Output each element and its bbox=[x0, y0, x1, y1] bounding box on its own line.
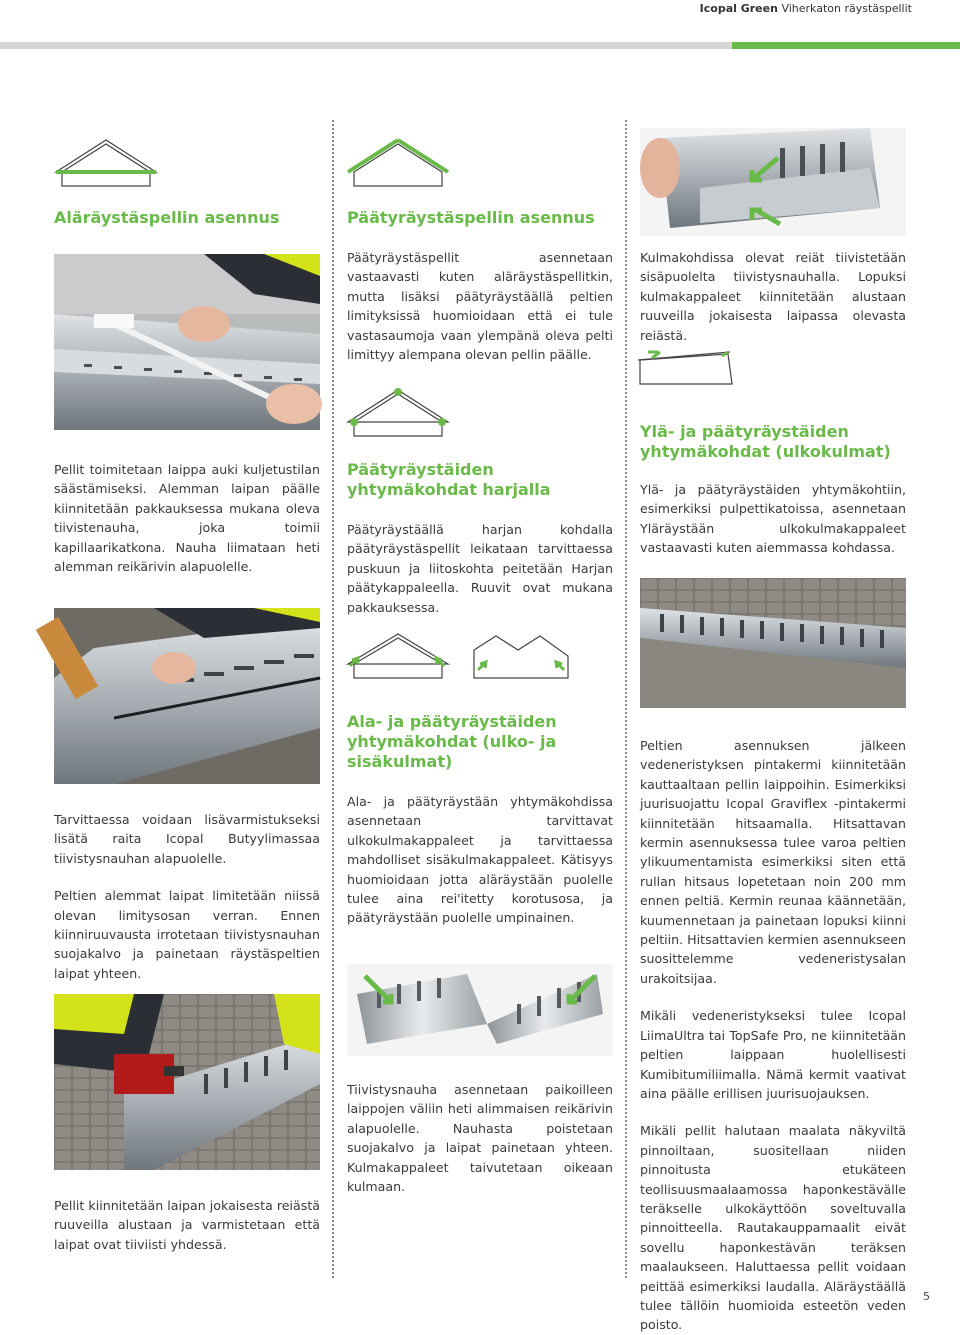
photo-taping-flange bbox=[54, 254, 320, 430]
col3-text-block-1 bbox=[640, 248, 906, 345]
section-title-alaraystas: Aläräystäspellin asennus bbox=[54, 208, 280, 227]
header-rule-grey bbox=[0, 42, 732, 49]
page-number: 5 bbox=[923, 1290, 930, 1303]
col1-text-block-3 bbox=[54, 1196, 320, 1254]
col3-paragraph-2: Ylä- ja päätyräystäiden yhtymäkohtiin, esimerkiksi pulpettikatoissa, asennetaan Yläräystään ulkokulmakappaleet vastaavasti kuten aiemmassa kohdassa. bbox=[640, 482, 906, 556]
photo-butyl-sealant bbox=[54, 608, 320, 784]
col2-text-block-3 bbox=[347, 792, 613, 928]
col2-text-block-4 bbox=[347, 1080, 613, 1196]
col3-paragraph-5: Mikäli pellit halutaan maalata näkyviltä pinnoiltaan, suositellaan niiden pinnoitusta etukäteen teollisuusmaalaamossa haponkestävälle teräkselle ulkokäyttöön soveltuvalla pinnoitteella. Rautakauppamaalit eivät sovellu haponkestävän teräksen maalaukseen. Haluttaessa pellit voidaan peittää esimerkiksi laudalla. Aläräystäällä tulee tällöin huomioida esteetön veden poisto. bbox=[640, 1123, 906, 1333]
col2-paragraph-4: Tiivistysnauha asennetaan paikoilleen laippojen väliin heti alimmaisen reikärivin alapuolelle. Nauhasta poistetaan suojakalvo ja laipat painetaan yhteen. Kulmakappaleet taivutetaan oikeaan kulmaan. bbox=[347, 1082, 613, 1195]
roof-corners-icons bbox=[346, 630, 586, 680]
col1-paragraph-1: Pellit toimitetaan laippa auki kuljetustilan säästämiseksi. Alemman laipan päälle kiinnitetään pakkauksessa mukana oleva tiivistenauha, joka toimii kapillaarikatkona. Nauha liimataan heti alemman reikärivin alapuolelle. bbox=[54, 462, 320, 575]
header-doc-title: Viherkaton räystäspellit bbox=[781, 2, 912, 15]
running-header bbox=[700, 0, 912, 16]
photo-screwing-flange bbox=[54, 994, 320, 1170]
section-title-kulmat: Ala- ja päätyräystäiden yhtymäkohdat (ulko- ja sisäkulmat) bbox=[347, 712, 557, 771]
photo-upper-eave bbox=[640, 578, 906, 708]
col3-paragraph-1: Kulmakohdissa olevat reiät tiivistetään sisäpuolelta tiivistysnauhalla. Lopuksi kulmakappaleet kiinnitetään alustaan ruuveilla jokaisesta laipassa olevasta reiästä. bbox=[640, 250, 906, 343]
col1-paragraph-4: Pellit kiinnitetään laipan jokaisesta reiästä ruuveilla alustaan ja varmistetaan että laipat ovat tiiviisti yhdessä. bbox=[54, 1198, 320, 1252]
section-title-harja: Päätyräystäiden yhtymäkohdat harjalla bbox=[347, 460, 551, 499]
col2-text-block-1 bbox=[347, 248, 613, 364]
col3-paragraph-4: Mikäli vedeneristykseksi tulee Icopal LiimaUltra tai TopSafe Pro, ne kiinnitetään peltien laippaan huolellisesti Kumibitumiliimalla. Nämä kermit vaativat aina päälle erillisen juurisuojauksen. bbox=[640, 1008, 906, 1101]
col3-text-block-2 bbox=[640, 480, 906, 558]
roof-gable-icon bbox=[346, 138, 456, 188]
header-brand: Icopal Green bbox=[699, 2, 778, 15]
photo-corner-pieces bbox=[347, 964, 613, 1056]
col2-paragraph-2: Päätyräystäällä harjan kohdalla päätyräystäspellit leikataan tarvittaessa puskuun ja liitoskohta peitetään Harjan päätykappaleella. Ruuvit ovat mukana pakkauksessa. bbox=[347, 522, 613, 615]
roof-ridge-icon bbox=[346, 388, 456, 438]
col1-text-block-2 bbox=[54, 810, 320, 983]
header-rule-green bbox=[732, 42, 960, 49]
col2-paragraph-1: Päätyräystäspellit asennetaan vastaavasti kuten aläräystäspellitkin, mutta lisäksi päätyräystäällä peltien limityksissä huomioidaan että ei tule vastasaumoja vaan ylempänä oleva pelti limittyy alempana olevan pellin päälle. bbox=[347, 250, 613, 363]
col3-paragraph-3: Peltien asennuksen jälkeen vedeneristyksen pintakermi kiinnitetään kauttaaltaan pellin laippoihin. Esimerkiksi juurisuojattu Icopal Graviflex -pintakermi kiinnitetään hitsaamalla. Hitsattavan kermin asennuksessa tulee varoa peltien ylikuumentamista esimerkiksi siten että rullan hitsaus lopetetaan noin 200 mm ennen peltiä. Kermin reunaa käännetään, kuumennetaan ja painetaan lopuksi kiinni peltiin. Hitsattavien kermien asennukseen suosittelemme vedeneristysalan urakoitsijaa. bbox=[640, 738, 906, 986]
column-divider-1 bbox=[332, 120, 334, 1278]
column-divider-2 bbox=[625, 120, 627, 1278]
roof-eave-icon bbox=[54, 138, 164, 188]
col2-text-block-2 bbox=[347, 520, 613, 617]
col1-paragraph-3: Peltien alemmat laipat limitetään niissä olevan limitysosan verran. Ennen kiinniruuvausta irrotetaan tiivistysnauhan suojakalvo ja painetaan räystäspeltien laipat yhteen. bbox=[54, 888, 320, 981]
col3-text-block-3 bbox=[640, 736, 906, 1335]
col1-paragraph-2: Tarvittaessa voidaan lisävarmistukseksi lisätä raita Icopal Butyylimassaa tiivistysnauhan alapuolelle. bbox=[54, 812, 320, 866]
roof-monopitch-icon bbox=[636, 350, 746, 390]
col2-paragraph-3: Ala- ja päätyräystään yhtymäkohdissa asennetaan tarvittavat ulkokulmakappaleet ja tarvittaessa mahdolliset sisäkulmakappaleet. Kätisyys huomioidaan jotta aläräystään puolelle tulee aina rei'itetty korotusosa, ja päätyräystään puolelle umpinainen. bbox=[347, 794, 613, 926]
section-title-ulkokulmat: Ylä- ja päätyräystäiden yhtymäkohdat (ulkokulmat) bbox=[640, 422, 891, 461]
section-title-paatyraystas: Päätyräystäspellin asennus bbox=[347, 208, 595, 227]
photo-corner-sealing bbox=[640, 128, 906, 236]
col1-text-block-1 bbox=[54, 460, 320, 576]
